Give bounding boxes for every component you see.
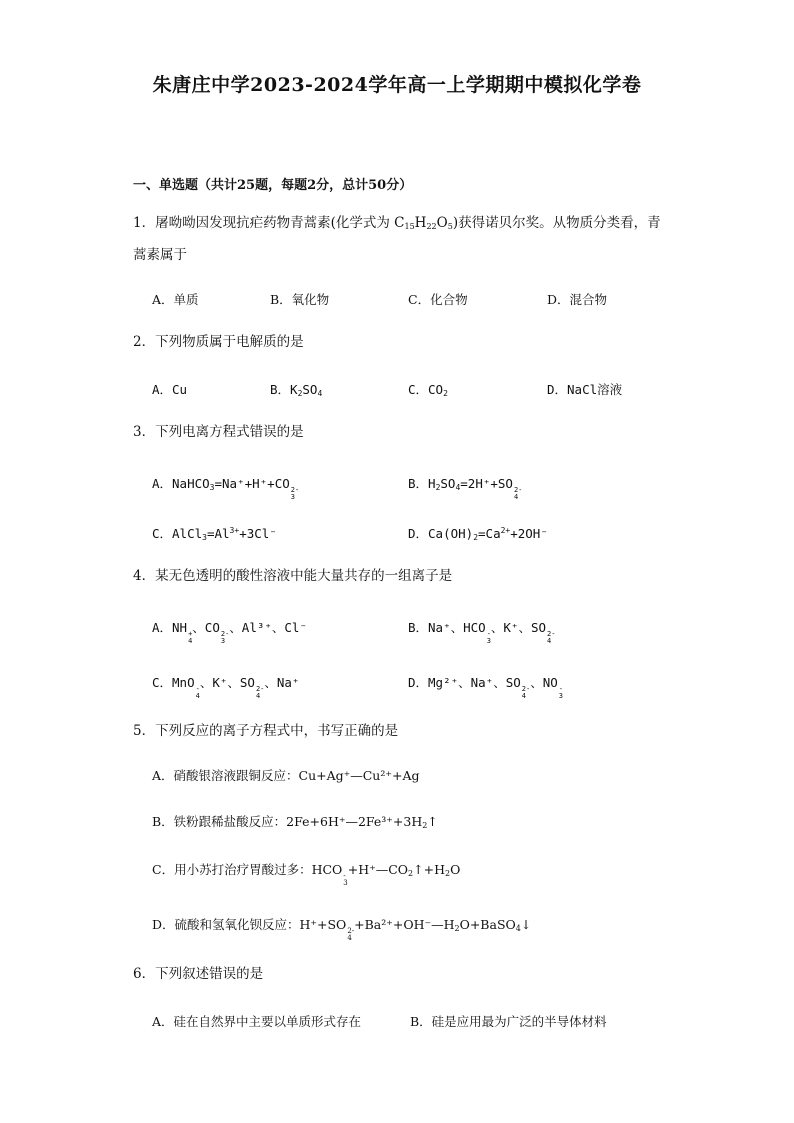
q3-option-c[interactable]: C．$AlCl_3=Al^{3+}+3Cl^-$ — [152, 526, 277, 542]
q4-option-a[interactable]: A．NH + 4 、CO 2- 3 、Al³⁺、Cl⁻ — [152, 620, 307, 645]
question-3-stem: 3．下列电离方程式错误的是 — [133, 424, 304, 440]
page-title: 朱唐庄中学2023-2024学年高一上学期期中模拟化学卷 — [152, 74, 642, 96]
question-6-stem: 6．下列叙述错误的是 — [133, 966, 264, 982]
question-5-stem: 5．下列反应的离子方程式中，书写正确的是 — [133, 723, 399, 739]
q4-option-b[interactable]: B．Na⁺、HCO - 3 、K⁺、SO 2- 4 — [408, 620, 556, 645]
q2-option-b[interactable]: B．$K_2SO_4$ — [270, 382, 323, 398]
q1-option-a[interactable]: A．单质 — [152, 292, 199, 307]
q5-option-b[interactable]: B．铁粉跟稀盐酸反应：$2Fe+6H^+—2Fe^{3+}+3H_2↑$ — [152, 814, 438, 830]
question-2-stem: 2．下列物质属于电解质的是 — [133, 334, 304, 350]
q5-option-c[interactable]: C．用小苏打治疗胃酸过多：HCO - 3 $+H^+—CO_2↑+H_2O$ — [152, 862, 461, 887]
q5-option-d[interactable]: D．硫酸和氢氧化钡反应：H⁺+SO 2- 4 $+Ba^{2+}+OH^-—H_2O+BaSO_4↓$ — [152, 917, 532, 942]
q4-option-c[interactable]: C．MnO - 4 、K⁺、SO 2- 4 、Na⁺ — [152, 675, 300, 700]
question-4-stem: 4．某无色透明的酸性溶液中能大量共存的一组离子是 — [133, 568, 453, 584]
q1-option-c[interactable]: C．化合物 — [408, 292, 468, 307]
question-1-stem: 1．屠呦呦因发现抗疟药物青蒿素(化学式为 $C_{15}H_{22}O_5$)获得诺贝尔奖。从物质分类看，青 蒿素属于 — [133, 215, 661, 263]
q2-option-c[interactable]: C．$CO_2$ — [408, 382, 448, 398]
q4-option-d[interactable]: D．Mg²⁺、Na⁺、SO 2- 4 、NO - 3 — [408, 675, 563, 700]
q5-option-a[interactable]: A．硝酸银溶液跟铜反应：Cu+Ag⁺—Cu²⁺+Ag — [152, 768, 420, 783]
q1-option-d[interactable]: D．混合物 — [547, 292, 608, 307]
q2-option-a[interactable]: A．Cu — [152, 382, 188, 397]
q3-option-d[interactable]: D．$Ca(OH)_2=Ca^{2+}+2OH^-$ — [408, 526, 548, 542]
q1-option-b[interactable]: B．氧化物 — [270, 292, 330, 307]
q6-option-a[interactable]: A．硅在自然界中主要以单质形式存在 — [152, 1014, 362, 1029]
q3-option-b[interactable]: B．$H_2SO_4=2H^++SO$ 2- 4 — [408, 476, 523, 501]
q2-option-d[interactable]: D．NaCl溶液 — [547, 382, 623, 397]
section-heading: 一、单选题（共计25题，每题2分，总计50分） — [133, 178, 413, 193]
q6-option-b[interactable]: B．硅是应用最为广泛的半导体材料 — [410, 1014, 607, 1029]
q3-option-a[interactable]: A．NaHCO$_3$=Na⁺+H⁺+CO 2- 3 — [152, 476, 300, 501]
